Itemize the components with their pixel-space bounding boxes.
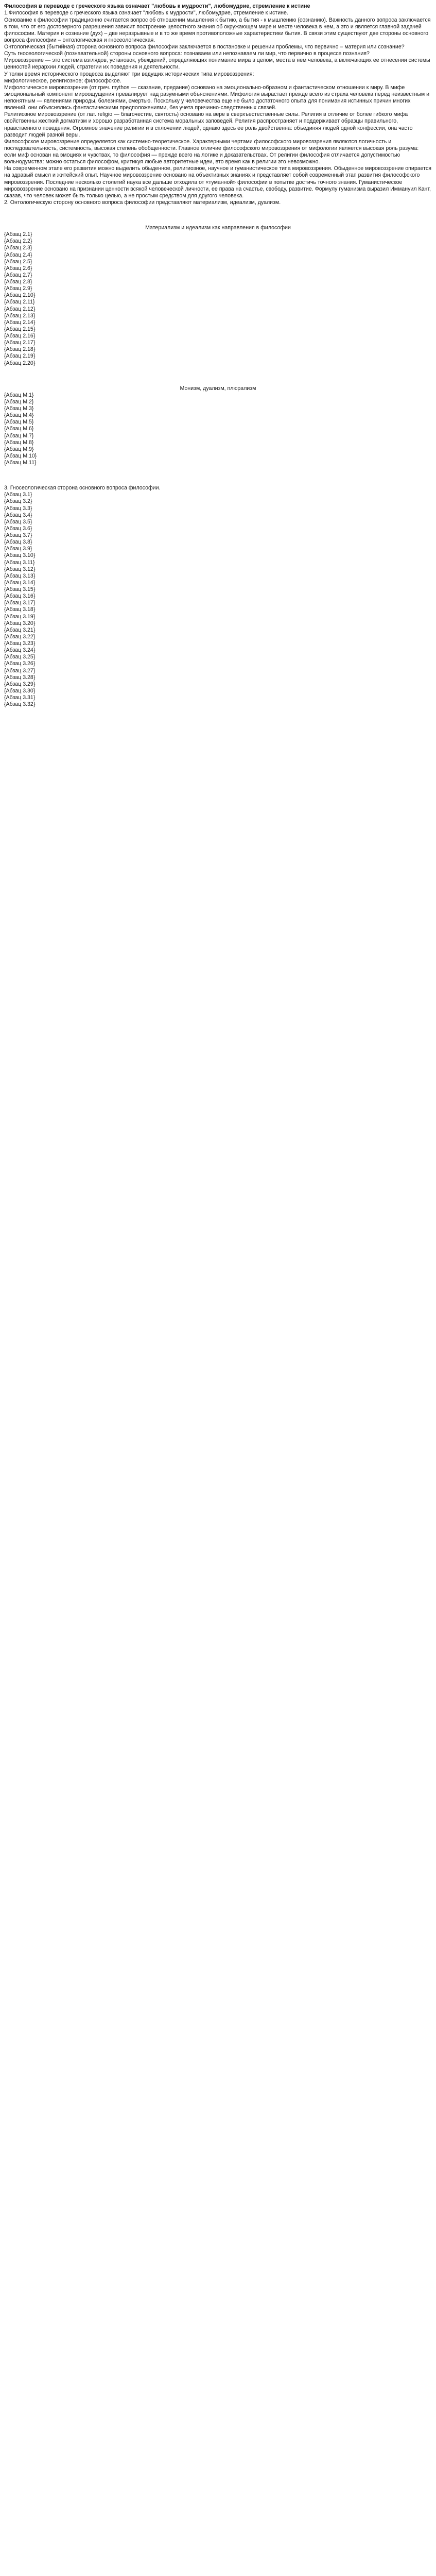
paragraph: {Абзац 2.18} [4,346,36,353]
paragraph: {Абзац 3.29} [4,681,36,687]
paragraph: {Абзац 3.32} [4,701,36,708]
paragraph: {Абзац М.10} [4,452,37,459]
paragraph: {Абзац 3.31} [4,694,36,701]
paragraph: {Абзац 3.6} [4,525,32,532]
document [0,0,436,713]
paragraph: {Абзац 2.15} [4,326,36,332]
section-3-heading: 3. Гносеологическая сторона основного вопроса философии. [4,485,161,492]
paragraph: {Абзац 3.19} [4,613,36,620]
paragraph: {Абзац 3.9} [4,546,32,552]
paragraph: {Абзац 2.9} [4,285,32,292]
paragraph: {Абзац 3.30} [4,687,36,694]
paragraph: {Абзац 3.18} [4,606,36,613]
paragraph: {Абзац 3.16} [4,593,36,600]
paragraph: {Абзац 2.20} [4,360,36,366]
paragraph: На современном этапе его развития можно выделить обыденное, религиозное, научное и гуманистическое типа мировоззрения. Обыденное мировоззрение опирается на здравый смысл и житейский опыт. Научное мировоззрение основано на объективных знаниях и представляет собой современный этап развития философского мировоззрения. Последние несколько столетий наука все дальше отходила от «туманной» философии в попытке достичь точного знания. Гуманистическое мировоззрение основано на признании ценности всякой человеческой личности, ее права на счастье, свободу, развитие. Формулу гуманизма выразил Иммануил Кант, сказав, что человек может быть только целью, а не простым средством для другого человека. [4,165,431,199]
section-monism-heading: Монизм, дуализм, плюрализм [180,385,256,392]
paragraph: {Абзац 2.14} [4,319,36,326]
spacer [4,466,432,485]
paragraph: {Абзац 3.21} [4,626,36,633]
paragraph: {Абзац 2.5} [4,258,32,265]
paragraph: {Абзац 2.13} [4,312,36,319]
paragraph: {Абзац 2.19} [4,353,36,360]
paragraph: {Абзац М.7} [4,432,34,439]
spacer [4,367,432,385]
document-title: Философия в переводе с греческого языка означает "любовь к мудрости", любомудрие, стремление к истине [4,3,310,9]
paragraph: {Абзац 2.10} [4,292,36,299]
paragraph: {Абзац 2.16} [4,333,36,339]
paragraph: {Абзац 3.12} [4,566,36,572]
paragraph: {Абзац 3.22} [4,633,36,640]
paragraph: {Абзац 3.2} [4,498,32,505]
section-3-body [4,492,432,708]
paragraph: {Абзац 2.17} [4,340,36,346]
paragraph: {Абзац 2.6} [4,265,32,272]
paragraph: {Абзац 2.1} [4,231,32,238]
paragraph: {Абзац 3.1} [4,492,32,498]
paragraph: У толки время исторического процесса выделяют три ведущих исторических типа мировоззрения: [4,71,254,77]
spacer [4,206,432,225]
paragraph: {Абзац 3.11} [4,559,35,566]
paragraph: {Абзац 3.28} [4,674,36,681]
paragraph: {Абзац М.8} [4,439,34,446]
paragraph: Суть гносеологической (познавательной) стороны основного вопроса: познаваем или непознаваем ли мир, что первично в процессе познания? [4,50,370,57]
paragraph: Философское мировоззрение определяется как системно-теоретическое. Характерными чертами философского мировоззрения являются логичность и последовательность, системность, высокая степень обобщенности. Главное отличие философского мировоззрения от мифологии является высокая роль разума: если миф основан на эмоциях и чувствах, то философия — прежде всего на логике и доказательствах. От религии философия отличается допустимостью вольнодумства: можно остаться философом, критикуя любые авторитетные идеи, вто время как в религии это невозможно. [4,138,419,165]
paragraph: Мифологическое мировоззрение (от греч. mythos — сказание, предание) основано на эмоционально-образном и фантастическом отношении к миру. В мифе эмоциональный компонент мироощущения превалирует над разумными объяснениями. Мифология вырастает прежде всего из страха человека перед неизвестным и непонятным — явлениями природы, болезнями, смертью. Поскольку у человечества еще не было достаточного опыта для понимания истинных причин многих явлений, они объяснялись фантастическими предположениями, без учета причинно-следственных связей. [4,84,430,111]
section-monism-body [4,392,432,466]
paragraph: Основание к философии традиционно считается вопрос об отношении мышления к бытию, а бытия - к мышлению (сознанию). Важность данного вопроса заключается в том, что от его достоверного разрешения зависит построение целостного знания об окружающем мире и месте человека в нем, а это и является главной задачей философии. Материя и сознание (дух) – две неразрывные и в то же время противоположные характеристики бытия. В связи этим существуют две стороны основного вопроса философии – онтологическая и гносеологическая. [4,16,431,43]
paragraph: 2. Онтологическую сторону основного вопроса философии представляют материализм, идеализм, дуализм. [4,199,281,206]
paragraph: {Абзац 2.12} [4,306,36,312]
section-2-body [4,231,432,367]
paragraph: Религиозное мировоззрение (от лат. religio — благочестие, святость) основано на вере в сверхъестественные силы. Религия в отличие от более гибкого мифа свойственны жесткий догматизм и хорошо разработанная система моральных заповедей. Религия распространяет и поддерживает образцы правильного, нравственного поведения. Огромное значение религии и в сплочении людей, однако здесь ее роль двойственна: объединяя людей одной конфессии, она часто разводит людей разной веры. [4,111,413,138]
paragraph: {Абзац М.3} [4,405,34,412]
paragraph: {Абзац 2.4} [4,251,32,258]
section-1-body [4,17,432,207]
paragraph: Онтологическая (бытийная) сторона основного вопроса философии заключается в постановке и решении проблемы, что первично – материя или сознание? [4,44,405,50]
paragraph: {Абзац 2.11} [4,299,35,306]
paragraph: {Абзац 3.24} [4,647,36,654]
section-2-heading: Материализм и идеализм как направления в философии [145,225,291,231]
paragraph: мифологическое, религиозное; философское. [4,77,121,84]
paragraph: {Абзац М.2} [4,398,34,405]
paragraph: {Абзац 2.2} [4,238,32,245]
paragraph: {Абзац 3.3} [4,505,32,512]
paragraph: {Абзац М.6} [4,426,34,432]
paragraph: {Абзац 3.5} [4,518,32,525]
paragraph: {Абзац 3.26} [4,660,36,667]
paragraph: {Абзац 2.8} [4,279,32,285]
paragraph: {Абзац 3.10} [4,552,36,559]
paragraph: {Абзац 3.23} [4,640,36,647]
paragraph: {Абзац 3.17} [4,600,36,606]
paragraph: {Абзац 2.3} [4,245,32,251]
paragraph: {Абзац 3.8} [4,539,32,546]
section-1-heading: 1.Философия в переводе с греческого языка означает "любовь к мудрости", любомудрие, стремление к истине. [4,10,288,16]
paragraph: {Абзац М.1} [4,392,34,398]
paragraph: {Абзац 3.27} [4,667,36,674]
paragraph: {Абзац 3.15} [4,586,36,592]
paragraph: {Абзац М.9} [4,446,34,452]
paragraph: {Абзац М.4} [4,412,34,419]
paragraph: {Абзац 3.4} [4,512,32,518]
paragraph: {Абзац М.5} [4,419,34,426]
paragraph: {Абзац 2.7} [4,272,32,278]
paragraph: {Абзац М.11} [4,460,37,466]
paragraph: Мировоззрение — это система взглядов, установок, убеждений, определяющих понимание мира в целом, места в нем человека, а включающих ее отнесении системы ценностей иерархии людей, стратегии их поведения и деятельности. [4,57,430,71]
paragraph: {Абзац 3.25} [4,654,36,660]
paragraph: {Абзац 3.13} [4,572,36,579]
paragraph: {Абзац 3.14} [4,579,36,586]
paragraph: {Абзац 3.20} [4,620,36,626]
paragraph: {Абзац 3.7} [4,532,32,538]
